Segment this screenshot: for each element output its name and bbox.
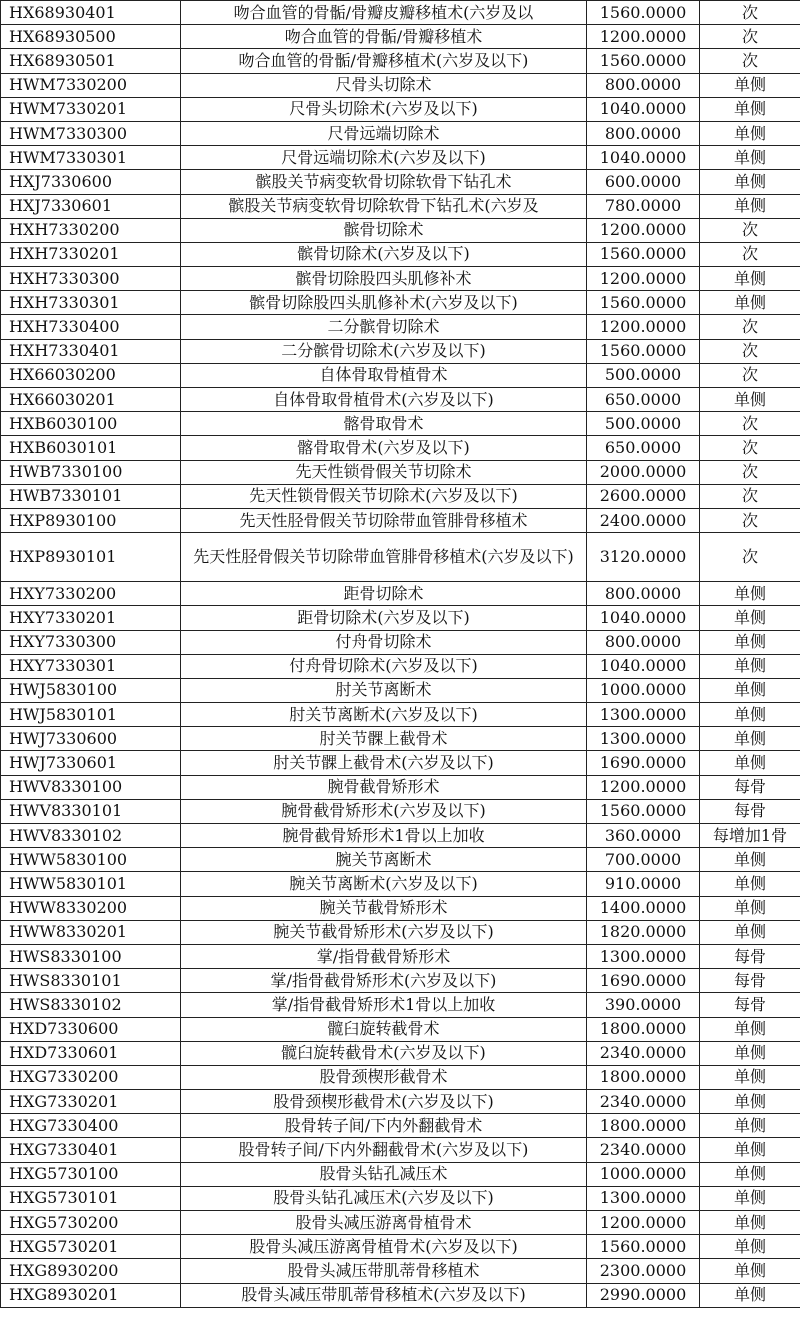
item-unit-cell: 单侧 (700, 678, 800, 702)
table-row (1, 896, 800, 920)
item-price-cell: 1300.0000 (587, 703, 700, 727)
item-name-cell: 掌/指骨截骨矫形术 (181, 944, 587, 968)
table-row (1, 824, 800, 848)
item-code-cell: HXG5730201 (1, 1235, 181, 1259)
item-name-cell: 股骨头减压带肌蒂骨移植术 (181, 1259, 587, 1283)
item-code-cell: HXG8930201 (1, 1283, 181, 1307)
item-code-cell: HXG7330401 (1, 1138, 181, 1162)
table-row (1, 775, 800, 799)
item-unit-cell: 单侧 (700, 703, 800, 727)
item-unit-cell: 单侧 (700, 1065, 800, 1089)
item-price-cell: 1800.0000 (587, 1114, 700, 1138)
item-name-cell: 髂骨取骨术(六岁及以下) (181, 436, 587, 460)
item-name-cell: 腕骨截骨矫形术(六岁及以下) (181, 799, 587, 823)
item-code-cell: HWB7330101 (1, 484, 181, 508)
item-price-cell: 1300.0000 (587, 944, 700, 968)
item-price-cell: 650.0000 (587, 436, 700, 460)
item-price-cell: 1820.0000 (587, 920, 700, 944)
item-code-cell: HXH7330300 (1, 267, 181, 291)
item-unit-cell: 单侧 (700, 920, 800, 944)
item-unit-cell: 单侧 (700, 654, 800, 678)
item-code-cell: HX68930401 (1, 1, 181, 25)
table-row (1, 1259, 800, 1283)
item-code-cell: HXH7330400 (1, 315, 181, 339)
item-name-cell: 掌/指骨截骨矫形术(六岁及以下) (181, 969, 587, 993)
table-row (1, 993, 800, 1017)
item-code-cell: HWS8330102 (1, 993, 181, 1017)
item-code-cell: HX66030200 (1, 363, 181, 387)
item-unit-cell: 次 (700, 412, 800, 436)
item-name-cell: 二分髌骨切除术(六岁及以下) (181, 339, 587, 363)
item-name-cell: 髋臼旋转截骨术(六岁及以下) (181, 1041, 587, 1065)
item-name-cell: 付舟骨切除术(六岁及以下) (181, 654, 587, 678)
item-unit-cell: 单侧 (700, 606, 800, 630)
table-row (1, 654, 800, 678)
item-price-cell: 800.0000 (587, 582, 700, 606)
item-unit-cell: 单侧 (700, 267, 800, 291)
item-unit-cell: 单侧 (700, 872, 800, 896)
item-unit-cell: 每骨 (700, 775, 800, 799)
item-unit-cell: 单侧 (700, 170, 800, 194)
item-code-cell: HWW5830100 (1, 848, 181, 872)
item-code-cell: HWJ7330601 (1, 751, 181, 775)
item-name-cell: 腕关节离断术(六岁及以下) (181, 872, 587, 896)
item-code-cell: HXY7330301 (1, 654, 181, 678)
item-price-cell: 1200.0000 (587, 267, 700, 291)
item-name-cell: 髌骨切除术(六岁及以下) (181, 242, 587, 266)
item-code-cell: HXD7330600 (1, 1017, 181, 1041)
table-row (1, 146, 800, 170)
item-price-cell: 1560.0000 (587, 1235, 700, 1259)
item-name-cell: 尺骨头切除术 (181, 73, 587, 97)
item-price-cell: 2340.0000 (587, 1041, 700, 1065)
item-code-cell: HWV8330101 (1, 799, 181, 823)
item-name-cell: 髌骨切除股四头肌修补术 (181, 267, 587, 291)
table-row (1, 751, 800, 775)
item-name-cell: 掌/指骨截骨矫形术1骨以上加收 (181, 993, 587, 1017)
item-unit-cell: 次 (700, 508, 800, 532)
item-unit-cell: 每骨 (700, 799, 800, 823)
item-code-cell: HWV8330100 (1, 775, 181, 799)
table-row (1, 25, 800, 49)
item-unit-cell: 每增加1骨 (700, 824, 800, 848)
table-row (1, 872, 800, 896)
item-unit-cell: 次 (700, 315, 800, 339)
item-price-cell: 500.0000 (587, 412, 700, 436)
item-name-cell: 先天性锁骨假关节切除术(六岁及以下) (181, 484, 587, 508)
item-name-cell: 吻合血管的骨骺/骨瓣移植术(六岁及以下) (181, 49, 587, 73)
item-price-cell: 1300.0000 (587, 1186, 700, 1210)
item-unit-cell: 单侧 (700, 1090, 800, 1114)
item-price-cell: 1560.0000 (587, 339, 700, 363)
item-unit-cell: 单侧 (700, 1114, 800, 1138)
item-name-cell: 尺骨远端切除术(六岁及以下) (181, 146, 587, 170)
item-code-cell: HWJ5830101 (1, 703, 181, 727)
table-row (1, 291, 800, 315)
item-unit-cell: 次 (700, 242, 800, 266)
table-row (1, 1162, 800, 1186)
table-row (1, 582, 800, 606)
table-row (1, 1, 800, 25)
table-row (1, 533, 800, 582)
item-price-cell: 1000.0000 (587, 1162, 700, 1186)
item-name-cell: 股骨颈楔形截骨术 (181, 1065, 587, 1089)
item-price-cell: 1800.0000 (587, 1065, 700, 1089)
item-price-cell: 500.0000 (587, 363, 700, 387)
item-unit-cell: 单侧 (700, 751, 800, 775)
table-row (1, 170, 800, 194)
item-code-cell: HX68930500 (1, 25, 181, 49)
item-unit-cell: 次 (700, 363, 800, 387)
item-price-cell: 700.0000 (587, 848, 700, 872)
item-name-cell: 先天性锁骨假关节切除术 (181, 460, 587, 484)
item-name-cell: 距骨切除术(六岁及以下) (181, 606, 587, 630)
item-unit-cell: 次 (700, 49, 800, 73)
table-row (1, 1138, 800, 1162)
item-name-cell: 髌骨切除股四头肌修补术(六岁及以下) (181, 291, 587, 315)
item-unit-cell: 单侧 (700, 388, 800, 412)
table-row (1, 484, 800, 508)
table-row (1, 339, 800, 363)
table-row (1, 727, 800, 751)
item-unit-cell: 单侧 (700, 194, 800, 218)
table-row (1, 388, 800, 412)
item-name-cell: 先天性胫骨假关节切除带血管腓骨移植术 (181, 508, 587, 532)
item-price-cell: 1560.0000 (587, 242, 700, 266)
item-code-cell: HWW8330201 (1, 920, 181, 944)
item-price-cell: 780.0000 (587, 194, 700, 218)
table-row (1, 1235, 800, 1259)
item-name-cell: 腕骨截骨矫形术1骨以上加收 (181, 824, 587, 848)
item-price-cell: 1200.0000 (587, 218, 700, 242)
table-row (1, 97, 800, 121)
item-unit-cell: 单侧 (700, 121, 800, 145)
item-name-cell: 腕骨截骨矫形术 (181, 775, 587, 799)
table-body (1, 1, 800, 1308)
item-unit-cell: 单侧 (700, 1186, 800, 1210)
table-row (1, 1017, 800, 1041)
item-name-cell: 自体骨取骨植骨术 (181, 363, 587, 387)
item-unit-cell: 单侧 (700, 1235, 800, 1259)
item-unit-cell: 单侧 (700, 1211, 800, 1235)
item-name-cell: 股骨头钻孔减压术(六岁及以下) (181, 1186, 587, 1210)
item-code-cell: HXG5730101 (1, 1186, 181, 1210)
item-price-cell: 2340.0000 (587, 1138, 700, 1162)
item-price-cell: 2400.0000 (587, 508, 700, 532)
item-code-cell: HWW8330200 (1, 896, 181, 920)
item-code-cell: HWS8330100 (1, 944, 181, 968)
item-unit-cell: 单侧 (700, 1138, 800, 1162)
table-row (1, 703, 800, 727)
item-price-cell: 1040.0000 (587, 97, 700, 121)
item-unit-cell: 单侧 (700, 291, 800, 315)
item-unit-cell: 每骨 (700, 944, 800, 968)
item-code-cell: HXG7330400 (1, 1114, 181, 1138)
item-unit-cell: 次 (700, 1, 800, 25)
table-row (1, 920, 800, 944)
item-code-cell: HXH7330201 (1, 242, 181, 266)
item-name-cell: 肘关节髁上截骨术(六岁及以下) (181, 751, 587, 775)
item-code-cell: HWV8330102 (1, 824, 181, 848)
table-row (1, 848, 800, 872)
item-name-cell: 自体骨取骨植骨术(六岁及以下) (181, 388, 587, 412)
table-row (1, 49, 800, 73)
table-row (1, 1041, 800, 1065)
item-code-cell: HXY7330300 (1, 630, 181, 654)
item-name-cell: 腕关节截骨矫形术(六岁及以下) (181, 920, 587, 944)
item-name-cell: 距骨切除术 (181, 582, 587, 606)
item-price-cell: 1040.0000 (587, 606, 700, 630)
item-price-cell: 390.0000 (587, 993, 700, 1017)
item-price-cell: 1200.0000 (587, 1211, 700, 1235)
item-name-cell: 付舟骨切除术 (181, 630, 587, 654)
table-row (1, 606, 800, 630)
item-name-cell: 股骨头减压游离骨植骨术(六岁及以下) (181, 1235, 587, 1259)
item-price-cell: 2340.0000 (587, 1090, 700, 1114)
item-unit-cell: 单侧 (700, 848, 800, 872)
table-row (1, 1114, 800, 1138)
table-row (1, 412, 800, 436)
item-unit-cell: 单侧 (700, 630, 800, 654)
item-unit-cell: 次 (700, 460, 800, 484)
item-code-cell: HXG5730200 (1, 1211, 181, 1235)
item-code-cell: HXG7330201 (1, 1090, 181, 1114)
item-code-cell: HWB7330100 (1, 460, 181, 484)
item-price-cell: 1560.0000 (587, 291, 700, 315)
item-price-cell: 360.0000 (587, 824, 700, 848)
item-code-cell: HWM7330300 (1, 121, 181, 145)
item-unit-cell: 单侧 (700, 73, 800, 97)
item-name-cell: 髌骨切除术 (181, 218, 587, 242)
item-code-cell: HX68930501 (1, 49, 181, 73)
table-row (1, 218, 800, 242)
item-price-cell: 910.0000 (587, 872, 700, 896)
item-price-cell: 1690.0000 (587, 751, 700, 775)
item-name-cell: 先天性胫骨假关节切除带血管腓骨移植术(六岁及以下) (181, 533, 587, 582)
item-code-cell: HXG5730100 (1, 1162, 181, 1186)
item-name-cell: 髌股关节病变软骨切除软骨下钻孔术 (181, 170, 587, 194)
item-price-cell: 600.0000 (587, 170, 700, 194)
item-unit-cell: 次 (700, 533, 800, 582)
item-unit-cell: 次 (700, 25, 800, 49)
item-code-cell: HXY7330200 (1, 582, 181, 606)
item-name-cell: 股骨头钻孔减压术 (181, 1162, 587, 1186)
item-name-cell: 股骨转子间/下内外翻截骨术 (181, 1114, 587, 1138)
table-row (1, 1211, 800, 1235)
item-code-cell: HXP8930101 (1, 533, 181, 582)
item-price-cell: 2300.0000 (587, 1259, 700, 1283)
item-price-cell: 3120.0000 (587, 533, 700, 582)
table-row (1, 363, 800, 387)
item-unit-cell: 单侧 (700, 1283, 800, 1307)
item-price-cell: 1200.0000 (587, 775, 700, 799)
table-row (1, 267, 800, 291)
item-unit-cell: 次 (700, 436, 800, 460)
item-unit-cell: 单侧 (700, 1017, 800, 1041)
item-name-cell: 腕关节离断术 (181, 848, 587, 872)
item-unit-cell: 单侧 (700, 727, 800, 751)
item-code-cell: HXY7330201 (1, 606, 181, 630)
item-code-cell: HWJ7330600 (1, 727, 181, 751)
item-unit-cell: 次 (700, 484, 800, 508)
item-unit-cell: 单侧 (700, 97, 800, 121)
item-name-cell: 尺骨远端切除术 (181, 121, 587, 145)
item-price-cell: 800.0000 (587, 121, 700, 145)
item-price-cell: 1040.0000 (587, 654, 700, 678)
item-price-cell: 1560.0000 (587, 799, 700, 823)
table-row (1, 315, 800, 339)
item-code-cell: HXP8930100 (1, 508, 181, 532)
item-code-cell: HXH7330200 (1, 218, 181, 242)
item-price-cell: 800.0000 (587, 630, 700, 654)
item-price-cell: 2000.0000 (587, 460, 700, 484)
item-unit-cell: 每骨 (700, 993, 800, 1017)
item-code-cell: HXD7330601 (1, 1041, 181, 1065)
item-unit-cell: 次 (700, 218, 800, 242)
item-code-cell: HWM7330201 (1, 97, 181, 121)
item-name-cell: 股骨颈楔形截骨术(六岁及以下) (181, 1090, 587, 1114)
item-code-cell: HXB6030101 (1, 436, 181, 460)
item-price-cell: 2600.0000 (587, 484, 700, 508)
item-price-cell: 800.0000 (587, 73, 700, 97)
item-price-cell: 1560.0000 (587, 49, 700, 73)
item-code-cell: HXG8930200 (1, 1259, 181, 1283)
item-unit-cell: 单侧 (700, 1259, 800, 1283)
table-row (1, 969, 800, 993)
item-name-cell: 尺骨头切除术(六岁及以下) (181, 97, 587, 121)
item-price-cell: 1800.0000 (587, 1017, 700, 1041)
table-row (1, 1283, 800, 1307)
item-unit-cell: 每骨 (700, 969, 800, 993)
table-row (1, 1090, 800, 1114)
table-row (1, 436, 800, 460)
item-price-cell: 1000.0000 (587, 678, 700, 702)
item-price-cell: 1400.0000 (587, 896, 700, 920)
item-name-cell: 髂骨取骨术 (181, 412, 587, 436)
item-name-cell: 髌股关节病变软骨切除软骨下钻孔术(六岁及 (181, 194, 587, 218)
item-code-cell: HWW5830101 (1, 872, 181, 896)
table-row (1, 460, 800, 484)
item-unit-cell: 次 (700, 339, 800, 363)
item-code-cell: HWS8330101 (1, 969, 181, 993)
table-row (1, 678, 800, 702)
item-name-cell: 吻合血管的骨骺/骨瓣皮瓣移植术(六岁及以 (181, 1, 587, 25)
item-code-cell: HWJ5830100 (1, 678, 181, 702)
item-name-cell: 吻合血管的骨骺/骨瓣移植术 (181, 25, 587, 49)
item-unit-cell: 单侧 (700, 582, 800, 606)
item-name-cell: 腕关节截骨矫形术 (181, 896, 587, 920)
item-code-cell: HWM7330301 (1, 146, 181, 170)
item-name-cell: 股骨转子间/下内外翻截骨术(六岁及以下) (181, 1138, 587, 1162)
table-row (1, 799, 800, 823)
item-price-cell: 1040.0000 (587, 146, 700, 170)
item-code-cell: HXB6030100 (1, 412, 181, 436)
item-name-cell: 髋臼旋转截骨术 (181, 1017, 587, 1041)
item-code-cell: HXG7330200 (1, 1065, 181, 1089)
item-code-cell: HXH7330301 (1, 291, 181, 315)
item-unit-cell: 单侧 (700, 1162, 800, 1186)
item-price-cell: 1690.0000 (587, 969, 700, 993)
item-name-cell: 肘关节髁上截骨术 (181, 727, 587, 751)
item-name-cell: 股骨头减压带肌蒂骨移植术(六岁及以下) (181, 1283, 587, 1307)
item-unit-cell: 单侧 (700, 896, 800, 920)
table-row (1, 630, 800, 654)
item-code-cell: HWM7330200 (1, 73, 181, 97)
item-name-cell: 二分髌骨切除术 (181, 315, 587, 339)
item-price-cell: 1200.0000 (587, 25, 700, 49)
item-unit-cell: 单侧 (700, 146, 800, 170)
table-row (1, 121, 800, 145)
table-row (1, 194, 800, 218)
item-price-cell: 1300.0000 (587, 727, 700, 751)
item-name-cell: 肘关节离断术(六岁及以下) (181, 703, 587, 727)
table-row (1, 242, 800, 266)
table-row (1, 508, 800, 532)
item-code-cell: HXJ7330601 (1, 194, 181, 218)
item-price-cell: 1200.0000 (587, 315, 700, 339)
item-price-cell: 650.0000 (587, 388, 700, 412)
table-row (1, 944, 800, 968)
table-row (1, 73, 800, 97)
item-code-cell: HX66030201 (1, 388, 181, 412)
item-price-cell: 2990.0000 (587, 1283, 700, 1307)
item-code-cell: HXH7330401 (1, 339, 181, 363)
table-row (1, 1065, 800, 1089)
item-price-cell: 1560.0000 (587, 1, 700, 25)
item-name-cell: 肘关节离断术 (181, 678, 587, 702)
item-name-cell: 股骨头减压游离骨植骨术 (181, 1211, 587, 1235)
table-row (1, 1186, 800, 1210)
item-code-cell: HXJ7330600 (1, 170, 181, 194)
item-unit-cell: 单侧 (700, 1041, 800, 1065)
